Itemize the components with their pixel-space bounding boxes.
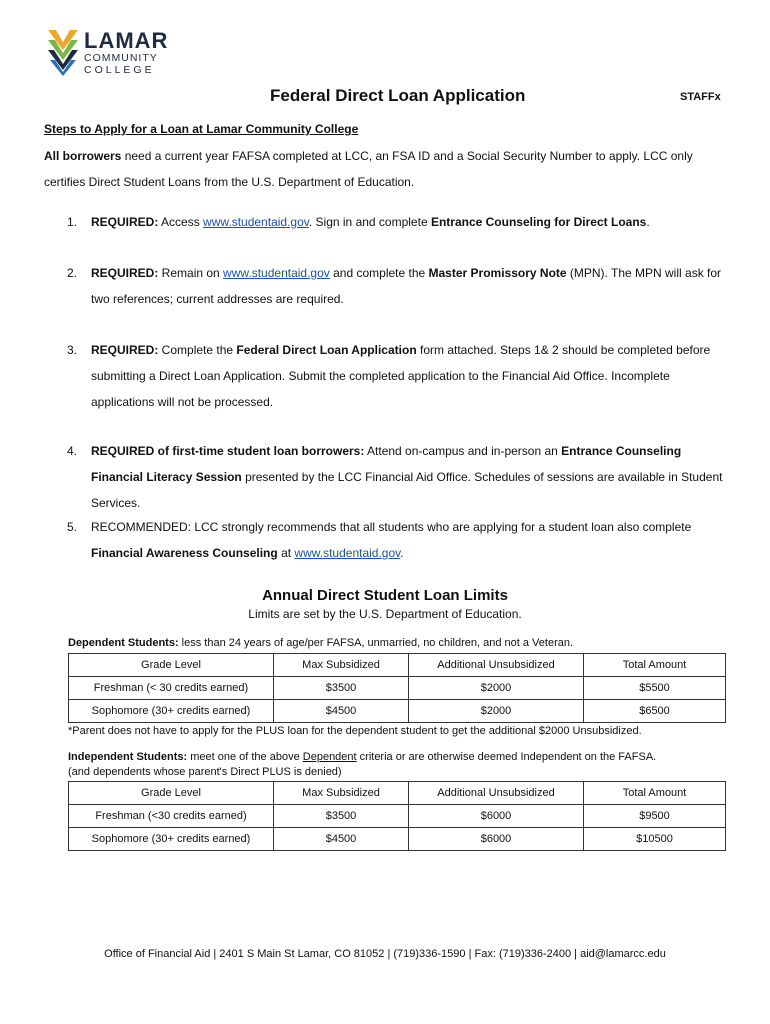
step-text: Attend on-campus and in-person an — [364, 444, 562, 458]
header-cell: Additional Unsubsidized — [409, 654, 584, 677]
table-row — [69, 828, 726, 851]
studentaid-link[interactable]: www.studentaid.gov — [203, 215, 309, 229]
step-text: presented by the LCC Financial Aid Office. Schedules of sessions are available in Student Services. — [91, 470, 723, 510]
step-text: and complete the — [329, 266, 429, 280]
table-cell: $9500 — [584, 805, 726, 828]
step-number: 3. — [67, 343, 78, 357]
step-bold-text: Entrance Counseling Financial Literacy Session — [91, 444, 682, 484]
step-5 — [67, 514, 727, 566]
header-cell: Grade Level — [69, 782, 274, 805]
steps-heading: Steps to Apply for a Loan at Lamar Community College — [44, 122, 359, 136]
limits-subtitle: Limits are set by the U.S. Department of Education. — [248, 607, 522, 621]
independent-label-text: meet one of the above — [187, 751, 303, 763]
table-row — [69, 677, 726, 700]
step-1 — [67, 209, 727, 235]
table-cell: Sophomore (30+ credits earned) — [69, 700, 274, 723]
independent-label-text: criteria or are otherwise deemed Independent on the FAFSA. — [356, 751, 657, 763]
table-cell: $3500 — [274, 677, 409, 700]
table-cell: $2000 — [409, 677, 584, 700]
step-required-label: REQUIRED of first-time student loan borrowers: — [91, 444, 365, 458]
table-cell: $3500 — [274, 805, 409, 828]
intro-text: need a current year FAFSA completed at LCC, an FSA ID and a Social Security Number to apply. LCC only certifies Direct Student Loans from the U.S. Department of Education. — [44, 149, 693, 189]
table-row — [69, 700, 726, 723]
independent-label-underline: Dependent — [302, 751, 357, 763]
logo-text-college: COLLEGE — [84, 64, 155, 76]
intro-bold: All borrowers — [44, 149, 122, 163]
dependent-label-bold: Dependent Students: — [68, 637, 179, 649]
table-cell: Freshman (< 30 credits earned) — [69, 677, 274, 700]
table-header-row — [69, 782, 726, 805]
step-text: Access — [158, 215, 204, 229]
step-bold-text: Financial Awareness Counseling — [91, 546, 278, 560]
table-cell: Sophomore (30+ credits earned) — [69, 828, 274, 851]
step-text: form attached. Steps 1& 2 should be completed before submitting a Direct Loan Application. Submit the completed application to the Financial Aid Office. Incomplete applications will not be processed. — [91, 343, 711, 409]
limits-title: Annual Direct Student Loan Limits — [262, 587, 508, 604]
step-bold-text: Federal Direct Loan Application — [236, 343, 417, 357]
dependent-label — [68, 637, 573, 649]
table-cell: $6000 — [409, 805, 584, 828]
intro-paragraph — [44, 143, 734, 195]
form-code: STAFFx — [680, 91, 721, 103]
dependent-limits-table — [68, 653, 726, 723]
header-cell: Additional Unsubsidized — [409, 782, 584, 805]
step-number: 1. — [67, 215, 78, 229]
step-text: . Sign in and complete — [308, 215, 431, 229]
table-cell: $10500 — [584, 828, 726, 851]
chevron-logo-icon — [46, 28, 80, 76]
header-cell: Total Amount — [584, 782, 726, 805]
dependent-label-text: less than 24 years of age/per FAFSA, unmarried, no children, and not a Veteran. — [178, 637, 574, 649]
step-2 — [67, 260, 727, 312]
step-text: Remain on — [158, 266, 224, 280]
header-cell: Max Subsidized — [274, 654, 409, 677]
parent-plus-note: *Parent does not have to apply for the PLUS loan for the dependent student to get the additional $2000 Unsubsidized. — [68, 725, 642, 737]
step-4 — [67, 438, 727, 516]
step-number: 5. — [67, 520, 78, 534]
header-cell: Max Subsidized — [274, 782, 409, 805]
table-cell: $6500 — [584, 700, 726, 723]
independent-label-line2: (and dependents whose parent's Direct PLUS is denied) — [68, 766, 342, 778]
step-required-label: REQUIRED: — [91, 215, 159, 229]
header-cell: Grade Level — [69, 654, 274, 677]
studentaid-link[interactable]: www.studentaid.gov — [223, 266, 330, 280]
table-cell: $6000 — [409, 828, 584, 851]
step-text: at — [277, 546, 295, 560]
step-text: (MPN). The MPN will ask for two references; current addresses are required. — [91, 266, 722, 306]
logo-text-lamar: LAMAR — [84, 28, 169, 53]
step-required-label: REQUIRED: — [91, 266, 159, 280]
independent-label — [68, 751, 656, 763]
step-text: RECOMMENDED: LCC strongly recommends that all students who are applying for a student loan also complete — [91, 520, 692, 534]
logo-text-community: COMMUNITY — [84, 52, 158, 64]
step-number: 2. — [67, 266, 78, 280]
step-bold-text: Entrance Counseling for Direct Loans — [430, 215, 647, 229]
step-required-label: REQUIRED: — [91, 343, 159, 357]
independent-limits-table — [68, 781, 726, 851]
table-header-row — [69, 654, 726, 677]
step-text: . — [646, 215, 650, 229]
table-row — [69, 805, 726, 828]
independent-label-bold: Independent Students: — [68, 751, 188, 763]
table-cell: $5500 — [584, 677, 726, 700]
table-cell: Freshman (<30 credits earned) — [69, 805, 274, 828]
table-cell: $4500 — [274, 700, 409, 723]
step-bold-text: Master Promissory Note — [428, 266, 567, 280]
footer-contact: Office of Financial Aid | 2401 S Main St Lamar, CO 81052 | (719)336-1590 | Fax: (719)336-2400 | aid@lamarcc.edu — [104, 948, 666, 960]
step-text: . — [400, 546, 404, 560]
step-3 — [67, 337, 727, 415]
college-logo — [46, 28, 176, 80]
step-number: 4. — [67, 444, 78, 458]
table-cell: $4500 — [274, 828, 409, 851]
step-text: Complete the — [158, 343, 237, 357]
header-cell: Total Amount — [584, 654, 726, 677]
studentaid-link[interactable]: www.studentaid.gov — [294, 546, 401, 560]
table-cell: $2000 — [409, 700, 584, 723]
page-title: Federal Direct Loan Application — [270, 86, 526, 105]
